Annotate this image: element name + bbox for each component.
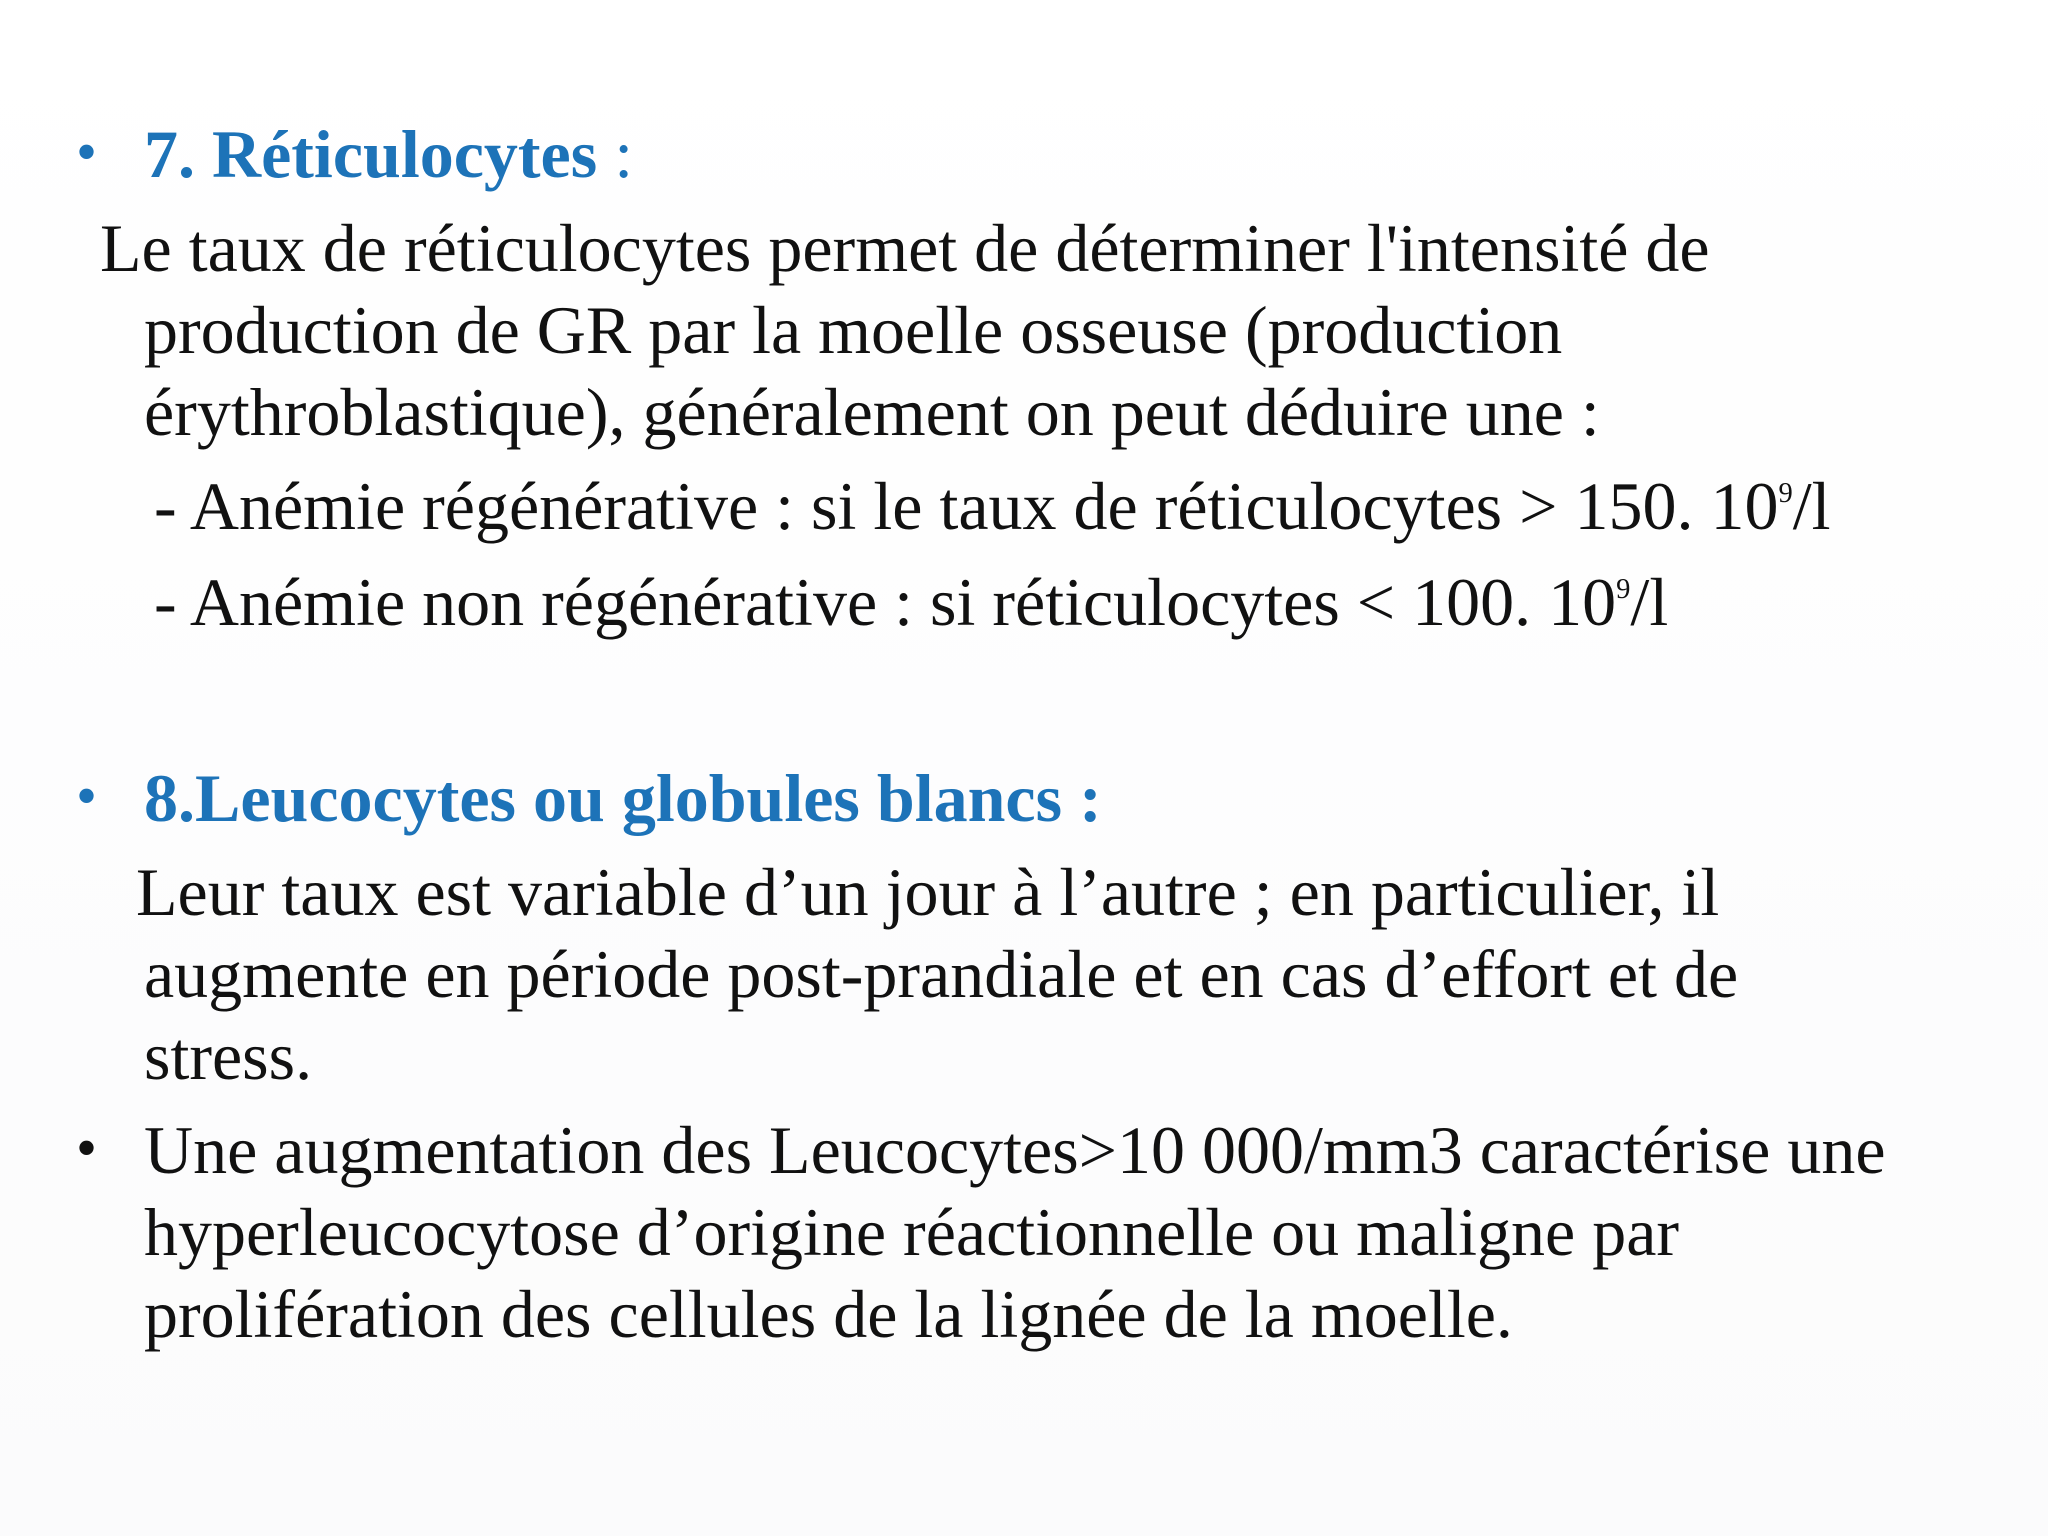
bullet-icon: • [76,119,98,185]
exponent: 9 [1778,477,1793,509]
heading-reticulocytes [144,116,634,192]
list-item-anemie-non-regenerative [154,564,1669,640]
paragraph-line: Une augmentation des Leucocytes>10 000/mm3 caractérise une [144,1112,1886,1188]
heading-leucocytes: 8.Leucocytes ou globules blancs : [144,760,1102,836]
paragraph-line: production de GR par la moelle osseuse (production [144,292,1563,368]
paragraph-line: Le taux de réticulocytes permet de déterminer l'intensité de [100,210,1710,286]
paragraph-line: prolifération des cellules de la lignée de la moelle. [144,1276,1513,1352]
list-item-text: - Anémie non régénérative : si réticulocytes < 100. 10 [154,564,1617,640]
bullet-icon: • [76,1115,98,1181]
unit: /l [1792,468,1831,544]
paragraph-line: augmente en période post-prandiale et en cas d’effort et de [144,936,1739,1012]
paragraph-line: Leur taux est variable d’un jour à l’autre ; en particulier, il [136,854,1720,930]
heading-reticulocytes-title: 7. Réticulocytes [144,116,598,192]
heading-reticulocytes-colon: : [597,116,634,192]
unit: /l [1630,564,1669,640]
paragraph-line: érythroblastique), généralement on peut déduire une : [144,374,1600,450]
paragraph-line: stress. [144,1018,313,1094]
list-item-text: - Anémie régénérative : si le taux de réticulocytes > 150. 10 [154,468,1779,544]
list-item-anemie-regenerative [154,468,1831,544]
paragraph-line: hyperleucocytose d’origine réactionnelle ou maligne par [144,1194,1680,1270]
bullet-icon: • [76,763,98,829]
exponent: 9 [1616,573,1631,605]
